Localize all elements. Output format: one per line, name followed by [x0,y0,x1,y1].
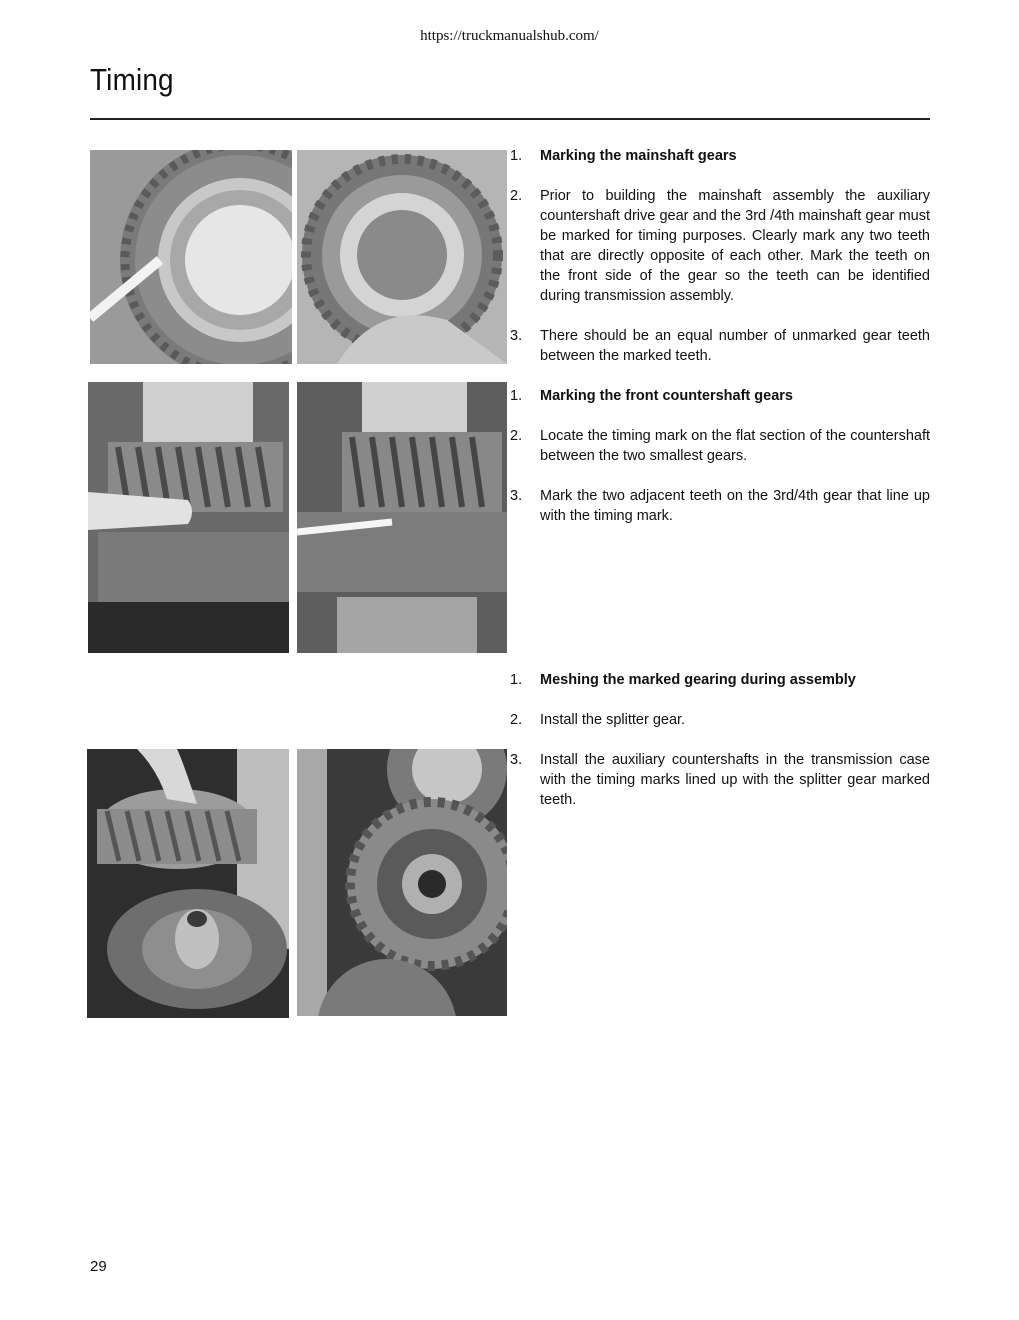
photo-countershaft-timing-mark-left [88,382,289,653]
step-item [510,326,930,366]
step-item [510,750,930,810]
step-number: 1. [510,148,523,164]
countershaft-photo [297,382,507,653]
gear-marking-photo [297,150,507,364]
step-text: Install the auxiliary countershafts in the transmission case with the timing marks lined up with the splitter gear marked teeth. [540,752,930,808]
photo-countershaft-timing-mark-right [297,382,507,653]
instructions-front-countershaft-gears [510,386,930,546]
step-item [510,386,930,406]
step-number: 3. [510,488,523,504]
step-text: Locate the timing mark on the flat section of the countershaft between the two smallest gears. [540,428,930,464]
step-number: 2. [510,428,523,444]
step-number: 3. [510,752,523,768]
step-text: There should be an equal number of unmarked gear teeth between the marked teeth. [540,328,930,364]
step-number: 1. [510,672,523,688]
step-number: 2. [510,712,523,728]
photo-auxiliary-countershafts-case [297,749,507,1016]
step-item [510,486,930,526]
step-number: 2. [510,188,523,204]
source-url[interactable]: https://truckmanualshub.com/ [420,28,599,44]
step-heading: Marking the front countershaft gears [540,388,793,404]
title-divider [90,118,930,120]
step-item [510,426,930,466]
step-number: 3. [510,328,523,344]
photo-splitter-gear-install [87,749,289,1018]
step-heading: Marking the mainshaft gears [540,148,737,164]
instructions-mainshaft-gears [510,146,930,386]
step-text: Install the splitter gear. [540,712,686,728]
gear-case-photo [297,749,507,1016]
gear-marking-photo [90,150,292,364]
countershaft-photo [88,382,289,653]
step-item [510,186,930,306]
step-text: Mark the two adjacent teeth on the 3rd/4th gear that line up with the timing mark. [540,488,930,524]
instructions-meshing-marked-gearing [510,670,930,830]
photo-mainshaft-gear-marking-left [90,150,292,364]
page-number: 29 [90,1258,107,1275]
photo-mainshaft-gear-marking-right [297,150,507,364]
splitter-gear-photo [87,749,289,1018]
step-item [510,670,930,690]
step-item [510,146,930,166]
step-item [510,710,930,730]
page-title: Timing [90,62,174,97]
step-number: 1. [510,388,523,404]
step-heading: Meshing the marked gearing during assembly [540,672,856,688]
step-text: Prior to building the mainshaft assembly the auxiliary countershaft drive gear and the 3rd /4th mainshaft gear must be marked for timing purposes. Clearly mark any two teeth that are directly opposite of each other. Mark the teeth on the front side of the gear so the teeth can be identified during transmission assembly. [540,188,930,304]
